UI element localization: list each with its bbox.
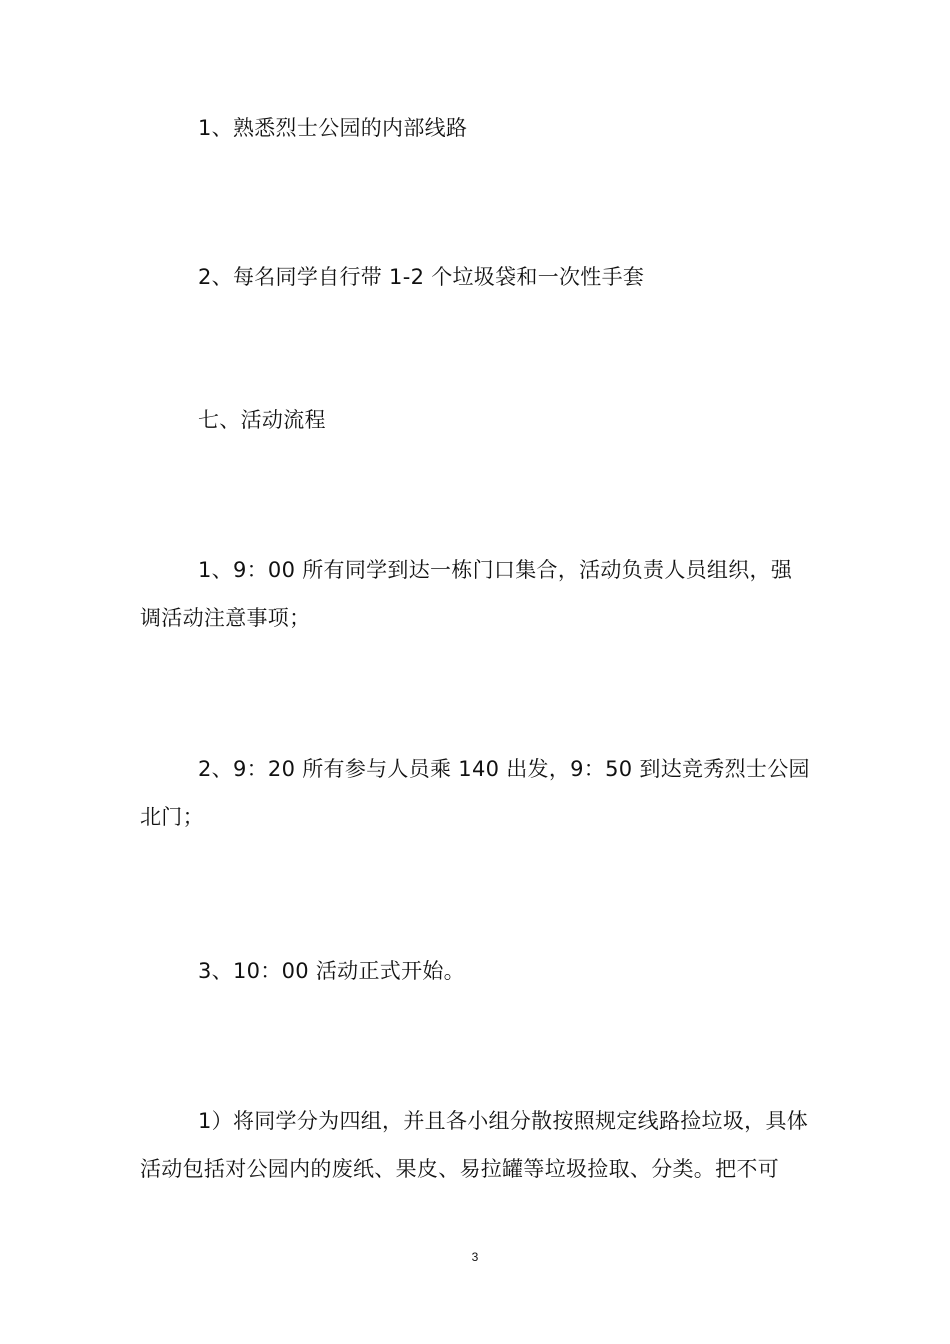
paragraph-step-1	[140, 546, 810, 642]
paragraph-text: 1、熟悉烈士公园的内部线路	[198, 116, 468, 140]
paragraph-step-2	[140, 745, 810, 841]
paragraph-text: 1）将同学分为四组，并且各小组分散按照规定线路捡垃圾，具体活动包括对公园内的废纸、果皮、易拉罐等垃圾捡取、分类。把不可	[140, 1109, 809, 1181]
paragraph-text: 3、10：00 活动正式开始。	[198, 959, 465, 983]
heading-text: 七、活动流程	[198, 408, 326, 432]
paragraph-text: 2、9：20 所有参与人员乘 140 出发，9：50 到达竞秀烈士公园北门；	[140, 757, 810, 829]
paragraph-substep-1	[140, 1097, 810, 1193]
paragraph-step-3	[140, 947, 810, 995]
paragraph-prepare-route	[140, 104, 810, 152]
paragraph-prepare-supplies	[140, 253, 810, 301]
page-number: 3	[471, 1250, 479, 1264]
paragraph-text: 2、每名同学自行带 1-2 个垃圾袋和一次性手套	[198, 265, 645, 289]
section-heading-activity-process	[140, 396, 810, 444]
paragraph-text: 1、9：00 所有同学到达一栋门口集合，活动负责人员组织，强调活动注意事项；	[140, 558, 793, 630]
